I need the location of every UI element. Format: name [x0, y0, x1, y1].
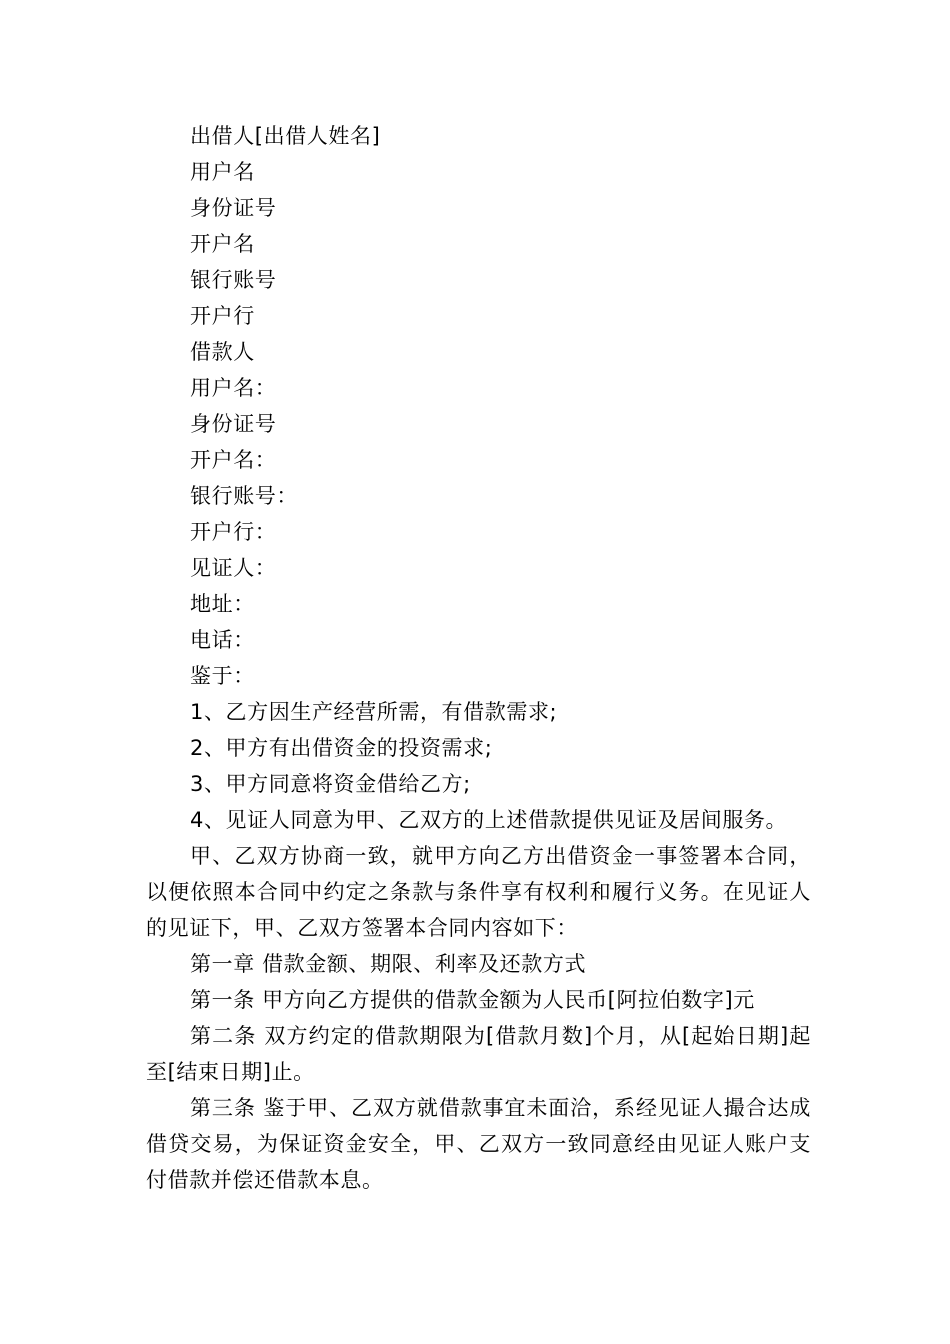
lender-bank: 开户行 — [190, 304, 255, 328]
whereas-item-2: 2、甲方有出借资金的投资需求; — [190, 736, 493, 760]
lender-account-name: 开户名 — [190, 232, 255, 256]
whereas-heading: 鉴于： — [190, 664, 255, 688]
borrower-bank: 开户行： — [190, 520, 277, 544]
article-3: 第三条 鉴于甲、乙双方就借款事宜未面洽，系经见证人撮合达成借贷交易，为保证资金安全，甲、乙双方一致同意经由见证人账户支付借款并偿还借款本息。 — [146, 1096, 811, 1192]
borrower-id-number: 身份证号 — [190, 412, 277, 436]
article-1: 第一条 甲方向乙方提供的借款金额为人民币[阿拉伯数字]元 — [190, 988, 755, 1012]
borrower-account-name: 开户名： — [190, 448, 277, 472]
lender-id-number: 身份证号 — [190, 196, 277, 220]
whereas-item-1: 1、乙方因生产经营所需，有借款需求; — [190, 700, 558, 724]
borrower-bank-account: 银行账号： — [190, 484, 298, 508]
borrower-heading: 借款人 — [190, 340, 255, 364]
witness-phone: 电话： — [190, 628, 255, 652]
whereas-item-3: 3、甲方同意将资金借给乙方; — [190, 772, 471, 796]
lender-bank-account: 银行账号 — [190, 268, 277, 292]
witness-address: 地址： — [190, 592, 255, 616]
document-body — [146, 118, 811, 1198]
borrower-username: 用户名： — [190, 376, 277, 400]
whereas-item-4: 4、见证人同意为甲、乙双方的上述借款提供见证及居间服务。 — [190, 808, 788, 832]
lender-username: 用户名 — [190, 160, 255, 184]
witness-heading: 见证人： — [190, 556, 277, 580]
chapter-1-heading: 第一章 借款金额、期限、利率及还款方式 — [190, 952, 587, 976]
intro-paragraph: 甲、乙双方协商一致，就甲方向乙方出借资金一事签署本合同，以便依照本合同中约定之条款与条件享有权利和履行义务。在见证人的见证下，甲、乙双方签署本合同内容如下： — [146, 844, 811, 940]
lender-heading: 出借人[出借人姓名] — [190, 124, 381, 148]
article-2: 第二条 双方约定的借款期限为[借款月数]个月，从[起始日期]起至[结束日期]止。 — [146, 1024, 811, 1084]
